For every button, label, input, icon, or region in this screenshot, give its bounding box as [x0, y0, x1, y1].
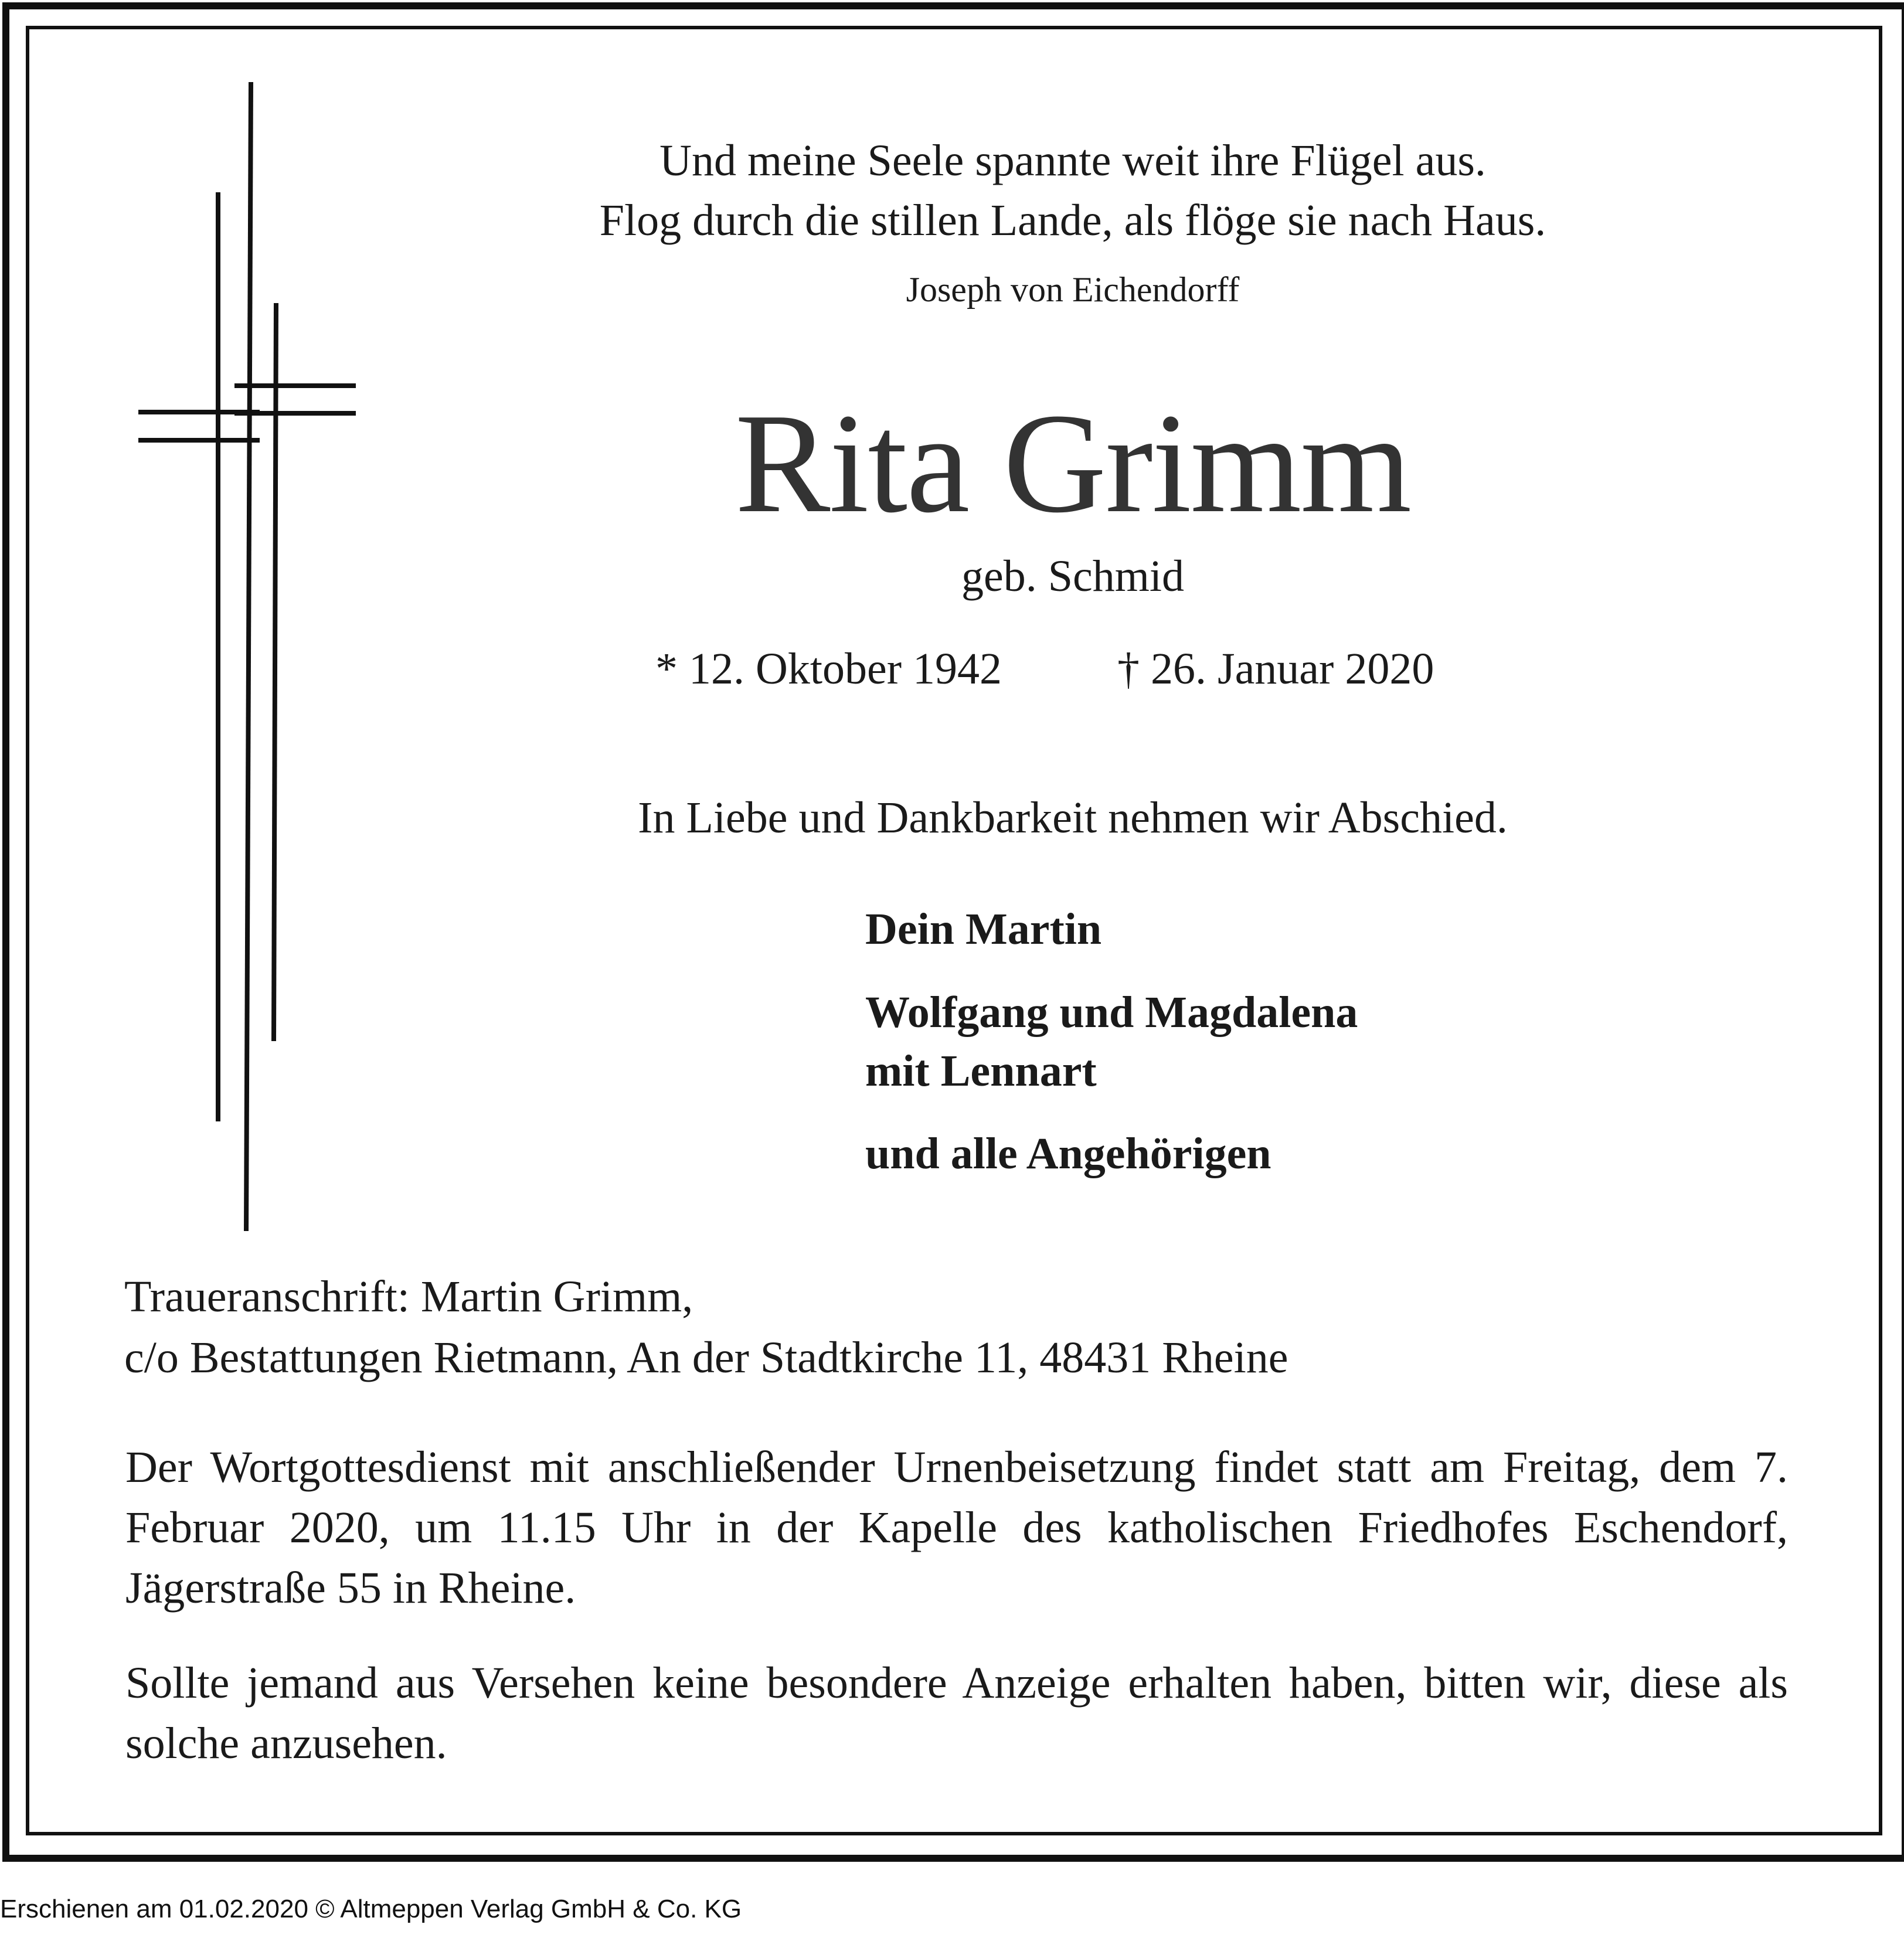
mourner-line: mit Lennart: [865, 1046, 1097, 1096]
mourner-line: Wolfgang und Magdalena: [865, 988, 1358, 1037]
address-line-2: c/o Bestattungen Rietmann, An der Stadtkirche 11, 48431 Rheine: [124, 1333, 1288, 1382]
poem-line-2: Flog durch die stillen Lande, als flöge sie nach Haus.: [599, 196, 1546, 245]
mourner-line: und alle Angehörigen: [865, 1129, 1271, 1178]
farewell-text: In Liebe und Dankbarkeit nehmen wir Abschied.: [638, 793, 1508, 842]
poem-line-1: Und meine Seele spannte weit ihre Flügel aus.: [659, 136, 1486, 185]
publication-footer: Erschienen am 01.02.2020 © Altmeppen Verlag GmbH & Co. KG: [0, 1895, 742, 1923]
address-line-1: Traueranschrift: Martin Grimm,: [124, 1272, 693, 1321]
death-date: † 26. Januar 2020: [1117, 644, 1434, 693]
cross-vertical-middle: [246, 82, 251, 1231]
note-paragraph: Sollte jemand aus Versehen keine besondere Anzeige erhalten haben, bitten wir, diese als solche anzusehen.: [125, 1658, 1788, 1768]
deceased-name: Rita Grimm: [735, 384, 1411, 542]
maiden-name: geb. Schmid: [961, 552, 1184, 601]
birth-date: * 12. Oktober 1942: [655, 644, 1002, 693]
poem-author: Joseph von Eichendorff: [906, 270, 1240, 309]
mourner-line: Dein Martin: [865, 905, 1102, 954]
service-paragraph: Der Wortgottesdienst mit anschließender Urnenbeisetzung findet statt am Freitag, dem 7. Februar 2020, um 11.15 Uhr in der Kapelle des katholischen Friedhofes Eschendorf, Jägerstraße 55 in Rheine.: [125, 1443, 1788, 1613]
